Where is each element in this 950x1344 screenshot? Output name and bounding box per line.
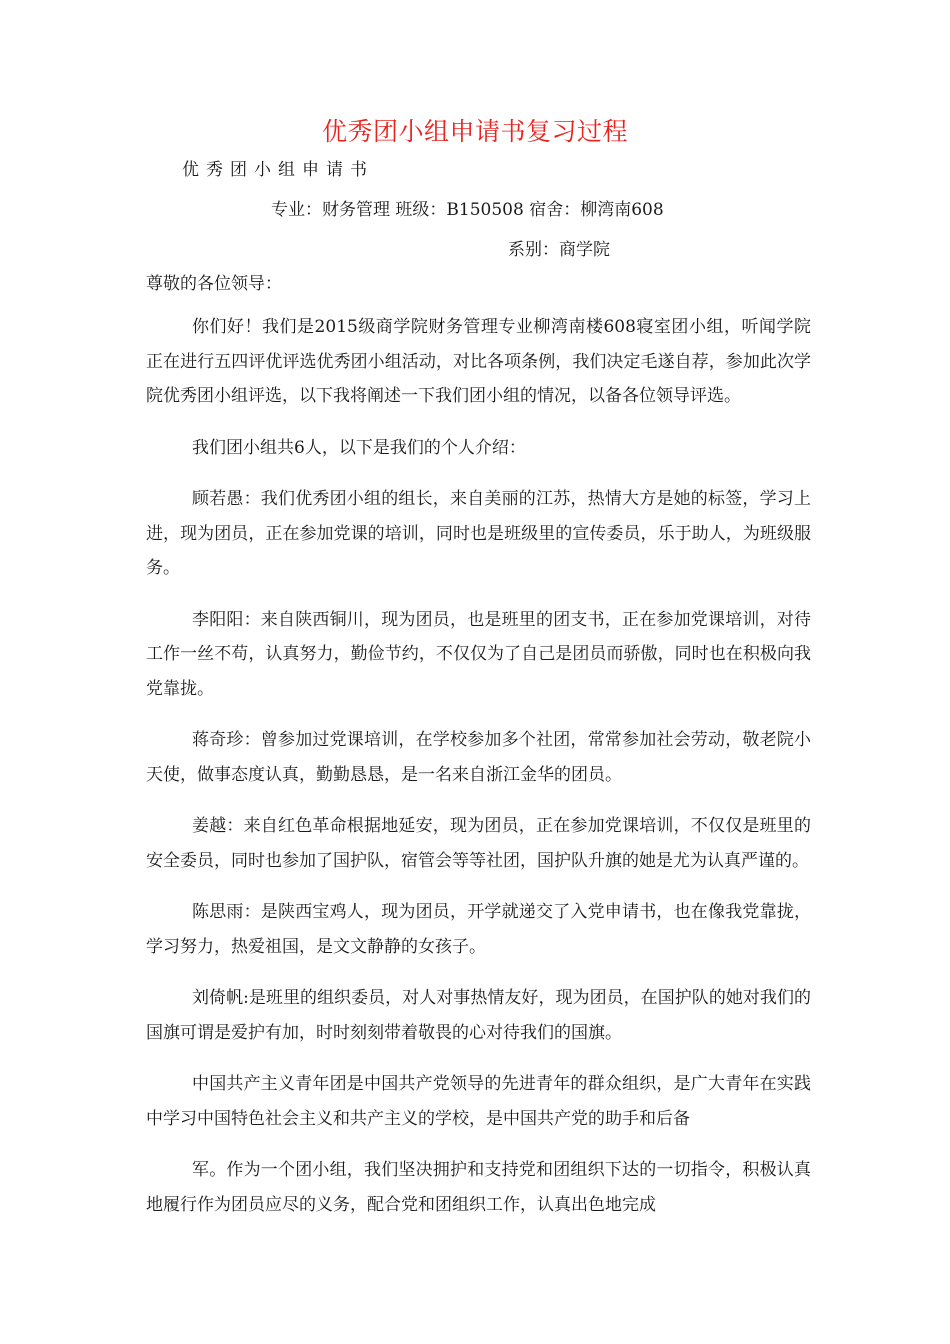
document-body	[146, 310, 811, 1239]
paragraph-member-li: 李阳阳：来自陕西铜川，现为团员，也是班里的团支书，正在参加党课培训，对待工作一丝不苟，认真努力，勤俭节约，不仅仅为了自己是团员而骄傲，同时也在积极向我党靠拢。	[146, 609, 811, 699]
paragraph-commitment: 军。作为一个团小组，我们坚决拥护和支持党和团组织下达的一切指令，积极认真地履行作为团员应尽的义务，配合党和团组织工作，认真出色地完成	[146, 1160, 811, 1215]
paragraph-greeting: 你们好！我们是2015级商学院财务管理专业柳湾南楼608寝室团小组，听闻学院正在进行五四评优评选优秀团小组活动，对比各项条例，我们决定毛遂自荐，参加此次学院优秀团小组评选，以下我将阐述一下我们团小组的情况，以备各位领导评选。	[146, 317, 811, 406]
paragraph-member-jiang-yue: 姜越：来自红色革命根据地延安，现为团员，正在参加党课培训，不仅仅是班里的安全委员，同时也参加了国护队，宿管会等等社团，国护队升旗的她是尤为认真严谨的。	[146, 816, 811, 871]
department-line: 系别：商学院	[508, 240, 610, 260]
info-line: 专业：财务管理 班级：B150508 宿舍：柳湾南608	[271, 200, 664, 220]
paragraph-member-liu: 刘倚帆:是班里的组织委员，对人对事热情友好，现为团员，在国护队的她对我们的国旗可谓是爱护有加，时时刻刻带着敬畏的心对待我们的国旗。	[146, 988, 811, 1043]
document-title: 优秀团小组申请书复习过程	[321, 117, 628, 146]
document-subtitle: 优秀团小组申请书	[182, 160, 374, 180]
paragraph-league-description: 中国共产主义青年团是中国共产党领导的先进青年的群众组织，是广大青年在实践中学习中国特色社会主义和共产主义的学校，是中国共产党的助手和后备	[146, 1074, 811, 1129]
salutation: 尊敬的各位领导：	[146, 274, 282, 294]
paragraph-group-intro: 我们团小组共6人，以下是我们的个人介绍：	[192, 437, 526, 458]
paragraph-member-jiang-qz: 蒋奇珍：曾参加过党课培训，在学校参加多个社团，常常参加社会劳动，敬老院小天使，做事态度认真，勤勤恳恳，是一名来自浙江金华的团员。	[146, 730, 811, 785]
paragraph-member-gu: 顾若愚：我们优秀团小组的组长，来自美丽的江苏，热情大方是她的标签，学习上进，现为团员，正在参加党课的培训，同时也是班级里的宣传委员，乐于助人，为班级服务。	[146, 489, 811, 578]
paragraph-member-chen: 陈思雨：是陕西宝鸡人，现为团员，开学就递交了入党申请书，也在像我党靠拢，学习努力，热爱祖国，是文文静静的女孩子。	[146, 902, 811, 957]
